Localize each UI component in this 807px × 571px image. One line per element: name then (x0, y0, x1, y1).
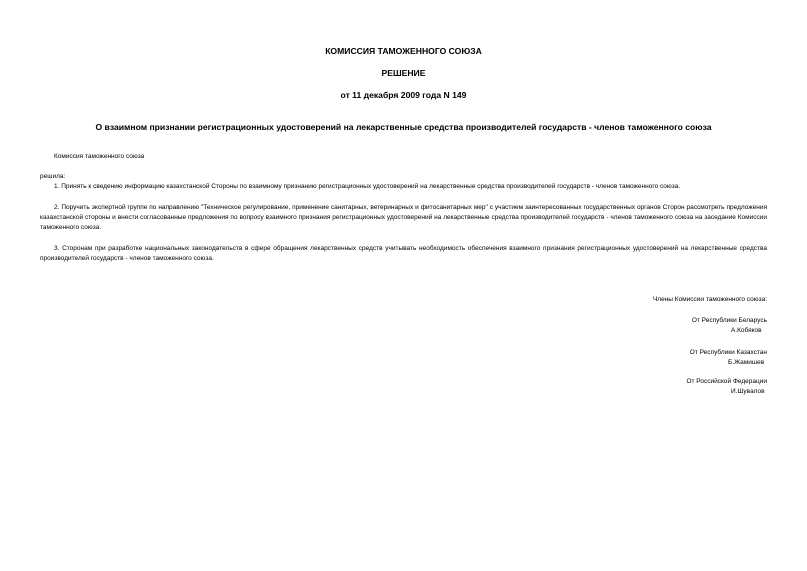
signature-name-belarus: А.Кобяков (731, 327, 762, 334)
date-number-heading: от 11 декабря 2009 года N 149 (340, 90, 467, 100)
issuer-text: Комиссия таможенного союза (54, 153, 145, 160)
document-title: О взаимном признании регистрационных удостоверений на лекарственные средства производителей государств - членов таможенного союза (95, 122, 712, 132)
signature-country-kazakhstan: От Республики Казахстан (689, 349, 767, 356)
signature-name-kazakhstan: Б.Жамишев (728, 359, 765, 366)
paragraph-3: 3. Сторонам при разработке национальных законодательств в сфере обращения лекарственных средств учитывать необходимость обеспечения взаимного признания регистрационных удостоверений на лекарственные средства производителей государств - членов таможенного союза. (40, 245, 767, 262)
paragraph-1: 1. Принять к сведению информацию казахстанской Стороны по взаимному признанию регистрационных удостоверений на лекарственные средства производителей государств - членов таможенного союза. (54, 183, 681, 190)
signature-country-belarus: От Республики Беларусь (691, 317, 767, 324)
paragraph-2: 2. Поручить экспертной группе по направлению "Техническое регулирование, применение санитарных, ветеринарных и фитосанитарных мер" с участием заинтересованных государственных органов Сторон рассмотреть предложения казахстанской стороны и внести согласованные предложения по вопросу взаимного признания регистрационных удостоверений на лекарственные средства производителей государств - членов таможенного союза на заседание Комиссии таможенного союза. (40, 204, 767, 231)
signatures-heading: Члены Комиссии таможенного союза: (652, 296, 767, 303)
signature-name-russia: И.Шувалов (731, 388, 765, 395)
decided-text: решила: (40, 173, 66, 180)
signature-country-russia: От Российской Федерации (686, 378, 767, 385)
document-type-heading: РЕШЕНИЕ (381, 68, 426, 78)
organization-heading: КОМИССИЯ ТАМОЖЕННОГО СОЮЗА (325, 46, 482, 56)
